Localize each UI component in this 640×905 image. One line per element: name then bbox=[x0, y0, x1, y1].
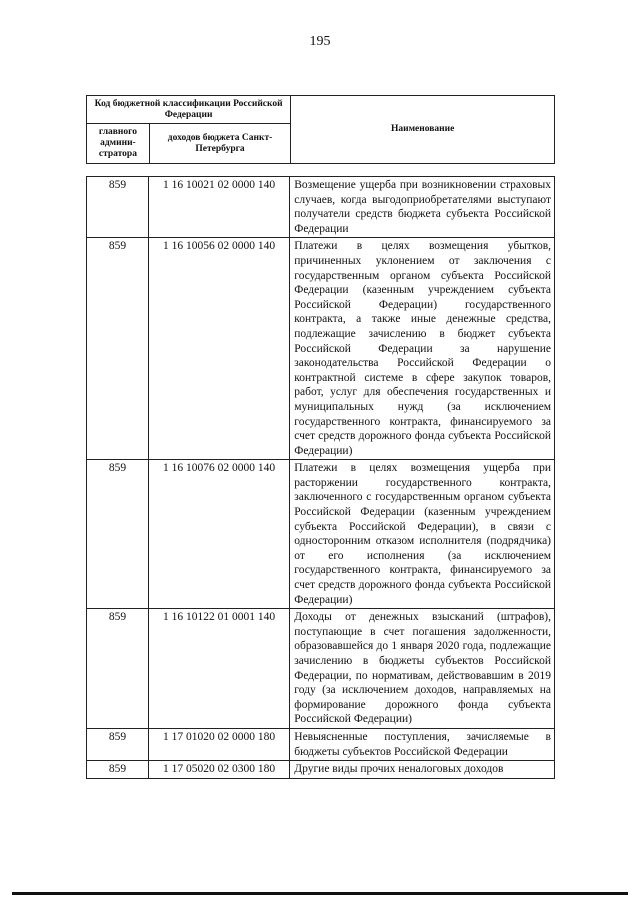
revenue-code: 1 17 01020 02 0000 180 bbox=[148, 728, 289, 760]
admin-code: 859 bbox=[87, 460, 149, 609]
revenue-name: Платежи в целях возмещения убытков, причиненных уклонением от заключения с государственным органом субъекта Российской Федерации (казенным учреждением субъекта Российской Федерации) государственного контракта, а также иные денежные средства, подлежащие зачислению в бюджет субъекта Российской Федерации за нарушение законодательства Российской Федерации о контрактной системе в сфере закупок товаров, работ, услуг для обеспечения государственных и муниципальных нужд (за исключением государственного контракта, финансируемого за счет средств дорожного фонда субъекта Российской Федерации) bbox=[290, 238, 555, 460]
revenue-code: 1 16 10056 02 0000 140 bbox=[148, 238, 289, 460]
table-row bbox=[87, 177, 555, 238]
revenue-name: Доходы от денежных взысканий (штрафов), поступающие в счет погашения задолженности, образовавшейся до 1 января 2020 года, подлежащие зачислению в бюджеты субъектов Российской Федерации, по нормативам, действовавшим в 2019 году (за исключением доходов, направляемых на формирование дорожного фонда субъекта Российской Федерации) bbox=[290, 609, 555, 729]
table-row bbox=[87, 460, 555, 609]
main-admin-column-header: главного админи-стратора bbox=[87, 124, 150, 164]
table-row bbox=[87, 761, 555, 779]
admin-code: 859 bbox=[87, 177, 149, 238]
revenue-code: 1 16 10122 01 0001 140 bbox=[148, 609, 289, 729]
table-row bbox=[87, 238, 555, 460]
table-row bbox=[87, 728, 555, 760]
table-header bbox=[86, 95, 555, 164]
revenue-code: 1 16 10021 02 0000 140 bbox=[148, 177, 289, 238]
revenue-column-header: доходов бюджета Санкт-Петербурга bbox=[149, 124, 290, 164]
bottom-rule bbox=[12, 892, 628, 895]
admin-code: 859 bbox=[87, 238, 149, 460]
name-column-header: Наименование bbox=[291, 96, 555, 164]
revenue-code: 1 17 05020 02 0300 180 bbox=[148, 761, 289, 779]
admin-code: 859 bbox=[87, 761, 149, 779]
page-number: 195 bbox=[309, 34, 331, 49]
revenue-name: Возмещение ущерба при возникновении страховых случаев, когда выгодоприобретателями выступают получатели средств бюджета субъекта Российской Федерации bbox=[290, 177, 555, 238]
revenue-name: Невыясненные поступления, зачисляемые в бюджеты субъектов Российской Федерации bbox=[290, 728, 555, 760]
budget-code-group-header: Код бюджетной классификации Российской Федерации bbox=[87, 96, 291, 124]
revenue-name: Другие виды прочих неналоговых доходов bbox=[290, 761, 555, 779]
admin-code: 859 bbox=[87, 609, 149, 729]
table-row bbox=[87, 609, 555, 729]
revenue-code: 1 16 10076 02 0000 140 bbox=[148, 460, 289, 609]
revenue-name: Платежи в целях возмещения ущерба при расторжении государственного контракта, заключенного с государственным органом субъекта Российской Федерации (казенным учреждением субъекта Российской Федерации), в связи с односторонним отказом исполнителя (подрядчика) от его исполнения (за исключением государственного контракта, финансируемого за счет средств дорожного фонда субъекта Российской Федерации) bbox=[290, 460, 555, 609]
revenue-table bbox=[86, 176, 555, 779]
admin-code: 859 bbox=[87, 728, 149, 760]
